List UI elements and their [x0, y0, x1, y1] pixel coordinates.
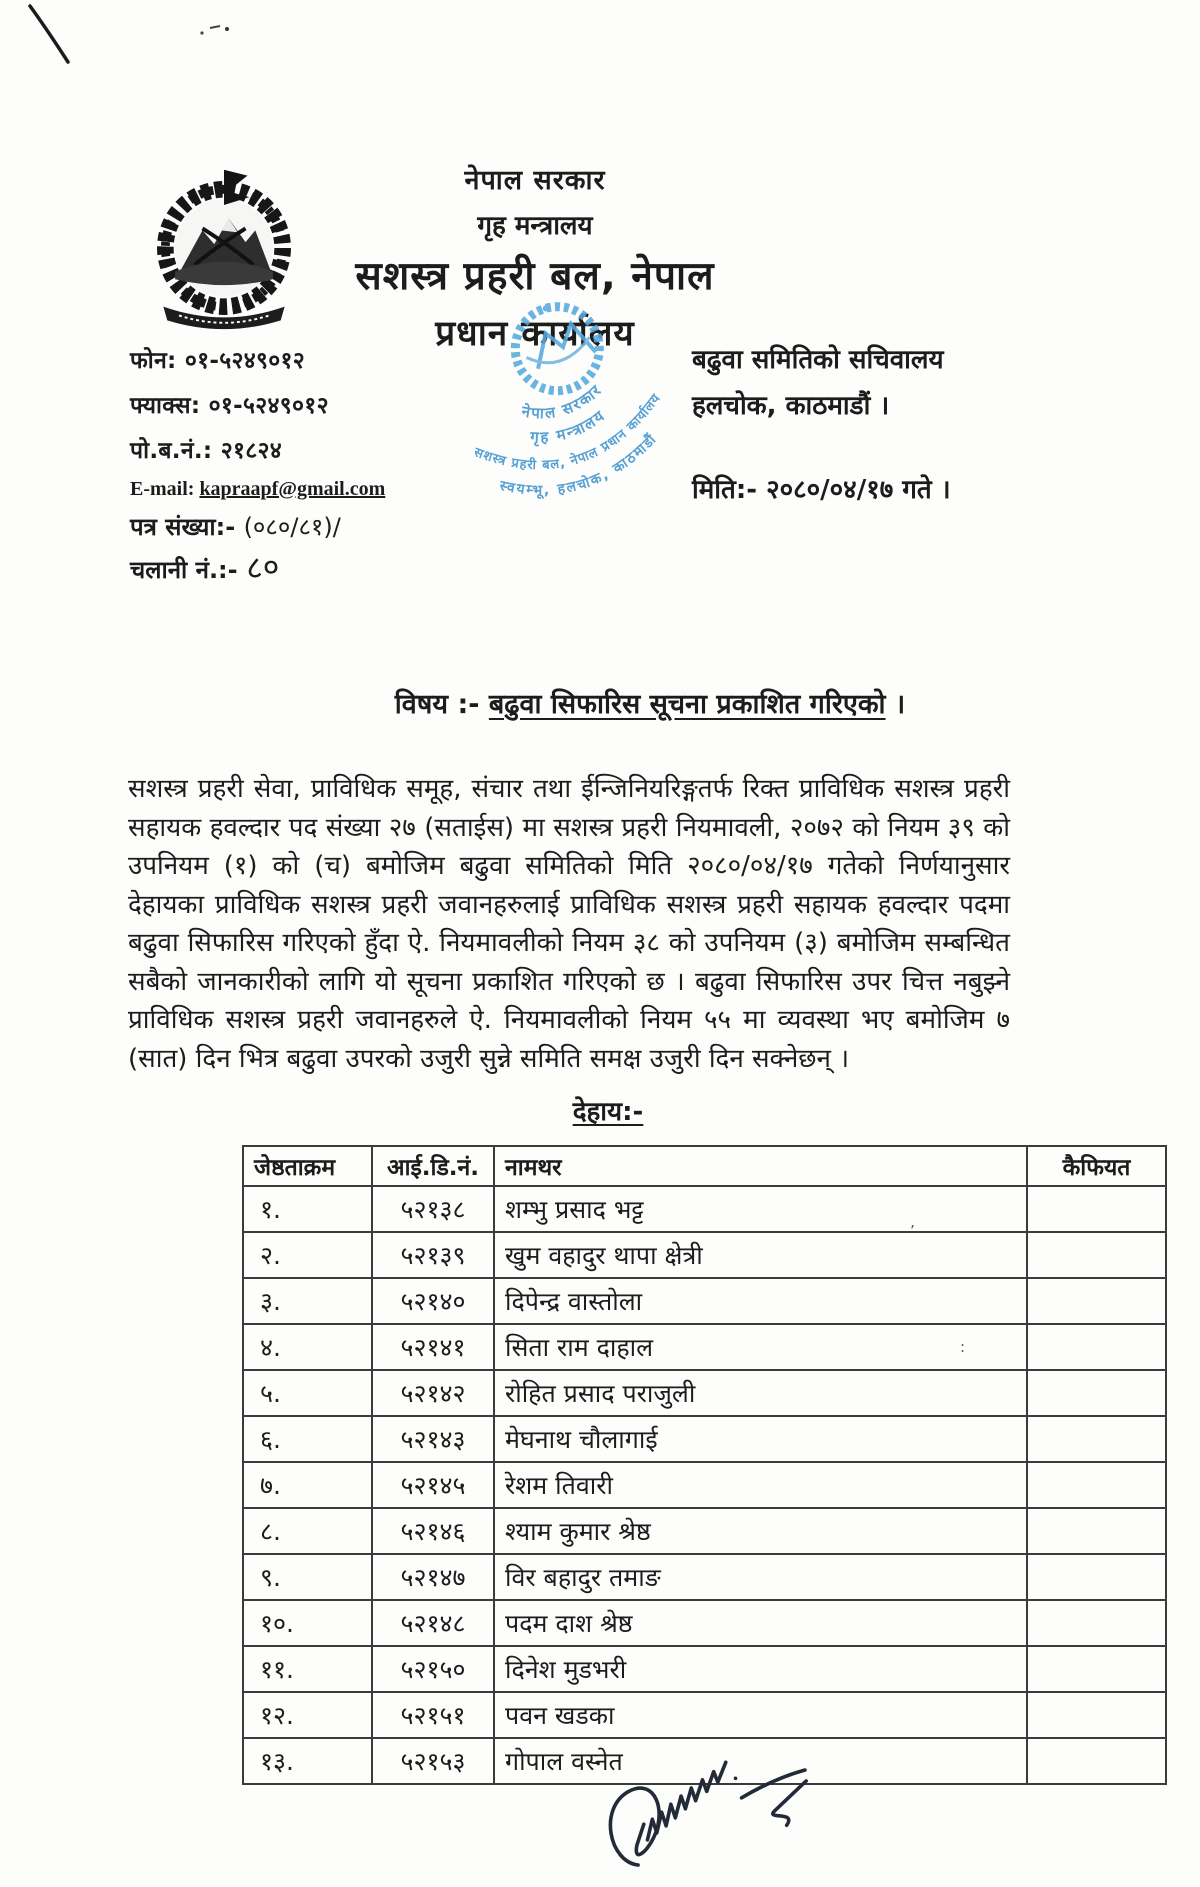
government-title: नेपाल सरकार	[464, 165, 606, 196]
cell-remark	[1027, 1600, 1166, 1646]
table-row	[243, 1186, 1166, 1232]
phone-line	[130, 343, 480, 375]
dispatch-number-line	[130, 547, 480, 587]
fax-number: ०१-५२४९०१२	[208, 393, 329, 419]
table-row	[243, 1462, 1166, 1508]
subject-text: बढुवा सिफारिस सूचना प्रकाशित गरिएको	[488, 689, 886, 720]
cell-remark	[1027, 1278, 1166, 1324]
cell-id: ५२१३८	[372, 1186, 494, 1232]
cell-name: रेशम तिवारी	[494, 1462, 1027, 1508]
email-line	[130, 478, 480, 501]
phone-label: फोन:	[130, 348, 177, 374]
ministry-title: गृह मन्त्रालय	[477, 211, 593, 241]
signature-scribble	[592, 1758, 852, 1886]
promotion-table	[242, 1145, 1167, 1785]
scan-speckle: ’	[910, 1222, 915, 1240]
cell-sn: २.	[243, 1232, 372, 1278]
cell-sn: ९.	[243, 1554, 372, 1600]
scan-speckle	[196, 20, 236, 40]
notice-paragraph: सशस्त्र प्रहरी सेवा, प्राविधिक समूह, संचार तथा ईन्जिनियरिङ्गतर्फ रिक्त प्राविधिक सशस्त्र प्रहरी सहायक हवल्दार पद संख्या २७ (सताईस) मा सशस्त्र प्रहरी नियमावली, २०७२ को नियम ३९ को उपनियम (१) को (च) बमोजिम बढुवा समितिको मिति २०८०/०४/१७ गतेको निर्णयानुसार देहायका प्राविधिक सशस्त्र प्रहरी जवानहरुलाई प्राविधिक सशस्त्र प्रहरी सहायक हवल्दार पदमा बढुवा सिफारिस गरिएको हुँदा ऐ. नियमावलीको नियम ३८ को उपनियम (३) बमोजिम सम्बन्धित सबैको जानकारीको लागि यो सूचना प्रकाशित गरिएको छ । बढुवा सिफारिस उपर चित्त नबुझ्ने प्राविधिक सशस्त्र प्रहरी जवानहरुले ऐ. नियमावलीको नियम ५५ मा व्यवस्था भए बमोजिम ७ (सात) दिन भित्र बढुवा उपरको उजुरी सुन्ने समिति समक्ष उजुरी दिन सक्नेछन् ।	[128, 774, 1011, 1074]
table-row	[243, 1646, 1166, 1692]
office-title: प्रधान कार्यालय	[435, 314, 635, 354]
stamp-arc1: नेपाल सरकार	[520, 380, 606, 423]
subject-line	[95, 684, 1200, 721]
cell-remark	[1027, 1692, 1166, 1738]
cell-id: ५२१५३	[372, 1738, 494, 1784]
cell-remark	[1027, 1324, 1166, 1370]
cell-id: ५२१४५	[372, 1462, 494, 1508]
cell-remark	[1027, 1738, 1166, 1784]
header-id-number: आई.डि.नं.	[372, 1146, 494, 1186]
cell-sn: ८.	[243, 1508, 372, 1554]
table-lead-text: देहाय:-	[572, 1097, 644, 1127]
organization-title: सशस्त्र प्रहरी बल, नेपाल	[355, 254, 715, 299]
fax-label: फ्याक्स:	[130, 393, 201, 419]
cell-name: पदम दाश श्रेष्ठ	[494, 1600, 1027, 1646]
secretariat-line2: हलचोक, काठमाडौं ।	[692, 391, 890, 421]
cell-id: ५२१४३	[372, 1416, 494, 1462]
pobox-number: २१८२४	[220, 438, 283, 464]
header-remarks: कैफियत	[1027, 1146, 1166, 1186]
secretariat-block	[692, 340, 1112, 506]
cell-name: मेघनाथ चौलागाई	[494, 1416, 1027, 1462]
pobox-label: पो.ब.नं.:	[130, 438, 213, 464]
cell-id: ५२१४७	[372, 1554, 494, 1600]
cell-id: ५२१४६	[372, 1508, 494, 1554]
letter-number-label: पत्र संख्या:-	[130, 513, 236, 541]
cell-remark	[1027, 1554, 1166, 1600]
cell-sn: ३.	[243, 1278, 372, 1324]
cell-sn: १२.	[243, 1692, 372, 1738]
letter-number-value: (०८०/८१)/	[243, 513, 341, 541]
subject-suffix: ।	[885, 689, 906, 720]
table-row	[243, 1278, 1166, 1324]
table-row	[243, 1416, 1166, 1462]
cell-remark	[1027, 1416, 1166, 1462]
fax-line	[130, 388, 480, 420]
cell-name: रोहित प्रसाद पराजुली	[494, 1370, 1027, 1416]
cell-remark	[1027, 1646, 1166, 1692]
cell-name: दिनेश मुडभरी	[494, 1646, 1027, 1692]
pen-stroke-mark	[16, 0, 96, 75]
table-row	[243, 1600, 1166, 1646]
cell-id: ५२१५१	[372, 1692, 494, 1738]
cell-sn: ५.	[243, 1370, 372, 1416]
cell-sn: ६.	[243, 1416, 372, 1462]
cell-id: ५२१५०	[372, 1646, 494, 1692]
cell-id: ५२१४०	[372, 1278, 494, 1324]
table-row	[243, 1554, 1166, 1600]
scan-speckle: :	[960, 1338, 966, 1356]
cell-sn: १.	[243, 1186, 372, 1232]
subject-label: विषय :-	[394, 689, 489, 720]
header-name: नामथर	[494, 1146, 1027, 1186]
nepal-emblem	[136, 158, 312, 338]
cell-remark	[1027, 1370, 1166, 1416]
cell-sn: ११.	[243, 1646, 372, 1692]
stamp-arc4: स्वयम्भू, हलचोक, काठमाडौं	[498, 430, 661, 499]
date-line: मिति:- २०८०/०४/१७ गते ।	[692, 475, 951, 505]
cell-id: ५२१४८	[372, 1600, 494, 1646]
cell-remark	[1027, 1462, 1166, 1508]
cell-id: ५२१४१	[372, 1324, 494, 1370]
promotion-table-body	[243, 1186, 1166, 1784]
header-seniority: जेष्ठताक्रम	[243, 1146, 372, 1186]
table-row	[243, 1692, 1166, 1738]
cell-name: सिता राम दाहाल	[494, 1324, 1027, 1370]
table-row	[243, 1232, 1166, 1278]
stamp-arc3: सशस्त्र प्रहरी बल, नेपाल प्रधान कार्यालय	[471, 390, 665, 474]
cell-id: ५२१३९	[372, 1232, 494, 1278]
pobox-line	[130, 433, 480, 465]
cell-name: शम्भु प्रसाद भट्ट	[494, 1186, 1027, 1232]
cell-name: दिपेन्द्र वास्तोला	[494, 1278, 1027, 1324]
cell-id: ५२१४२	[372, 1370, 494, 1416]
dispatch-number-handwritten: ८०	[245, 547, 281, 587]
phone-number: ०१-५२४९०१२	[184, 348, 306, 374]
cell-remark	[1027, 1508, 1166, 1554]
table-row	[243, 1370, 1166, 1416]
email-address: kapraapf@gmail.com	[199, 478, 386, 500]
cell-name: खुम वहादुर थापा क्षेत्री	[494, 1232, 1027, 1278]
cell-name: गोपाल वस्नेत	[494, 1738, 1027, 1784]
cell-sn: ७.	[243, 1462, 372, 1508]
cell-sn: ४.	[243, 1324, 372, 1370]
dispatch-number-label: चलानी नं.:-	[130, 556, 238, 584]
email-label: E-mail:	[130, 478, 195, 500]
promotion-table-head	[243, 1146, 1166, 1186]
stamp-arc2: गृह मन्त्रालय	[529, 406, 610, 447]
table-row	[243, 1508, 1166, 1554]
cell-remark	[1027, 1232, 1166, 1278]
cell-name: पवन खडका	[494, 1692, 1027, 1738]
cell-name: विर बहादुर तमाङ	[494, 1554, 1027, 1600]
table-row	[243, 1324, 1166, 1370]
letter-number-line	[130, 510, 480, 543]
cell-remark	[1027, 1186, 1166, 1232]
secretariat-line1: बढुवा समितिको सचिवालय	[692, 345, 944, 375]
cell-sn: १३.	[243, 1738, 372, 1784]
cell-name: श्याम कुमार श्रेष्ठ	[494, 1508, 1027, 1554]
header-row	[243, 1146, 1166, 1186]
cell-sn: १०.	[243, 1600, 372, 1646]
table-lead-in	[0, 1092, 1200, 1128]
contact-block	[130, 343, 480, 594]
